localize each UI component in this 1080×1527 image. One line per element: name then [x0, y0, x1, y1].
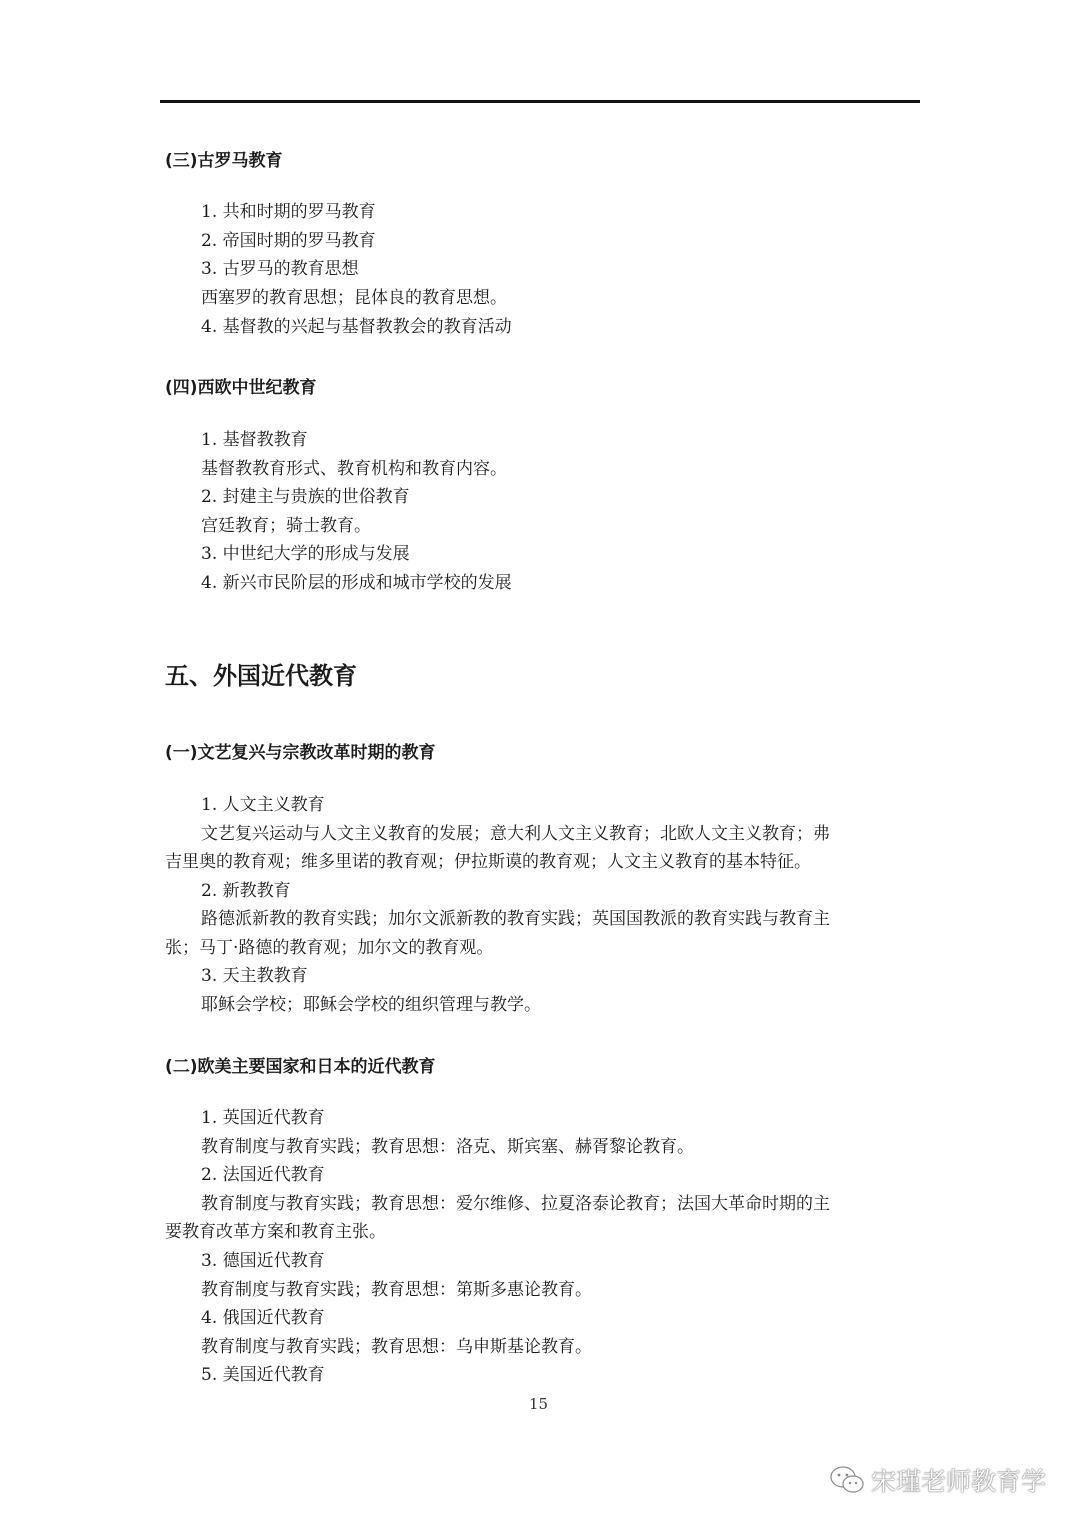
paragraph: 路德派新教的教育实践；加尔文派新教的教育实践；英国国教派的教育实践与教育主 [201, 909, 830, 929]
list-item: 2. 帝国时期的罗马教育 [201, 231, 376, 251]
paragraph: 西塞罗的教育思想；昆体良的教育思想。 [201, 288, 507, 308]
section-heading-modern-nations: (二)欧美主要国家和日本的近代教育 [165, 1057, 436, 1077]
paragraph: 耶稣会学校；耶稣会学校的组织管理与教学。 [201, 995, 541, 1015]
wechat-icon [829, 1465, 865, 1495]
header-rule [160, 100, 920, 103]
list-item: 3. 天主教教育 [201, 966, 308, 986]
list-item: 3. 中世纪大学的形成与发展 [201, 544, 410, 564]
list-item: 3. 德国近代教育 [201, 1251, 325, 1271]
paragraph-continuation: 张；马丁·路德的教育观；加尔文的教育观。 [165, 938, 494, 958]
list-item: 5. 美国近代教育 [201, 1365, 325, 1385]
list-item: 4. 基督教的兴起与基督教教会的教育活动 [201, 317, 512, 337]
list-item: 4. 俄国近代教育 [201, 1308, 325, 1328]
list-item: 2. 新教教育 [201, 881, 291, 901]
paragraph: 教育制度与教育实践；教育思想：爱尔维修、拉夏洛泰论教育；法国大革命时期的主 [201, 1194, 830, 1214]
paragraph-continuation: 吉里奥的教育观；维多里诺的教育观；伊拉斯谟的教育观；人文主义教育的基本特征。 [165, 852, 811, 872]
paragraph-continuation: 要教育改革方案和教育主张。 [165, 1222, 386, 1242]
paragraph: 教育制度与教育实践；教育思想：洛克、斯宾塞、赫胥黎论教育。 [201, 1137, 694, 1157]
list-item: 1. 共和时期的罗马教育 [201, 202, 376, 222]
paragraph: 宫廷教育；骑士教育。 [201, 516, 371, 536]
paragraph: 教育制度与教育实践；教育思想：乌申斯基论教育。 [201, 1337, 592, 1357]
chapter-title: 五、外国近代教育 [165, 662, 357, 690]
paragraph: 基督教教育形式、教育机构和教育内容。 [201, 459, 507, 479]
section-heading-renaissance: (一)文艺复兴与宗教改革时期的教育 [165, 743, 436, 763]
list-item: 2. 封建主与贵族的世俗教育 [201, 487, 410, 507]
list-item: 2. 法国近代教育 [201, 1165, 325, 1185]
list-item: 4. 新兴市民阶层的形成和城市学校的发展 [201, 573, 512, 593]
paragraph: 教育制度与教育实践；教育思想：第斯多惠论教育。 [201, 1280, 592, 1300]
list-item: 3. 古罗马的教育思想 [201, 259, 359, 279]
paragraph: 文艺复兴运动与人文主义教育的发展；意大利人文主义教育；北欧人文主义教育；弗 [201, 824, 830, 844]
section-heading-medieval-europe: (四)西欧中世纪教育 [165, 378, 317, 398]
watermark [829, 1462, 1046, 1498]
watermark-text: 宋瑾老师教育学 [870, 1467, 1046, 1496]
list-item: 1. 基督教教育 [201, 430, 308, 450]
list-item: 1. 人文主义教育 [201, 795, 325, 815]
page-number: 15 [529, 1395, 549, 1413]
section-heading-ancient-rome: (三)古罗马教育 [165, 151, 283, 171]
list-item: 1. 英国近代教育 [201, 1108, 325, 1128]
